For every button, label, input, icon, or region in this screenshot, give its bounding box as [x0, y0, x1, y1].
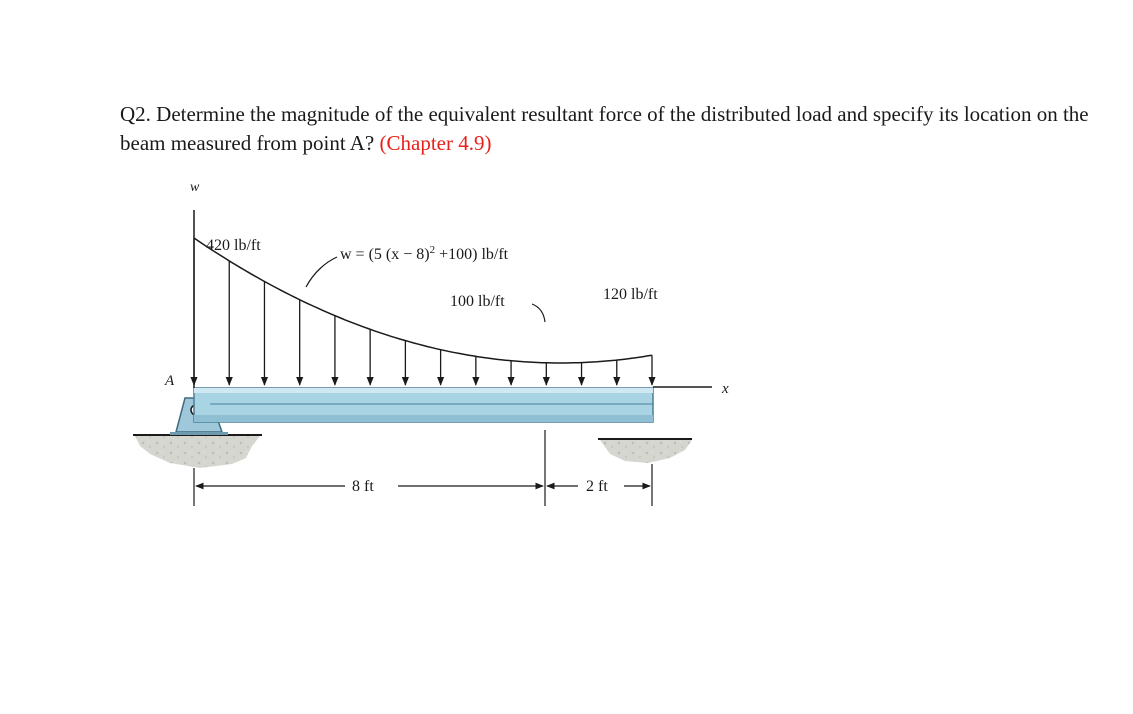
load-left-label: 420 lb/ft	[206, 237, 261, 254]
w-axis-label: w	[190, 180, 200, 195]
chapter-reference: (Chapter 4.9)	[379, 131, 492, 155]
load-min-label: 100 lb/ft	[450, 293, 505, 310]
load-right-label: 120 lb/ft	[603, 286, 658, 303]
point-a-label: A	[165, 373, 175, 389]
min-leader	[532, 304, 545, 322]
load-equation: w = (5 $(x - 8)^2 +100$) lb/ft	[340, 244, 509, 263]
dim-2ft-label: 2 ft	[586, 478, 608, 495]
x-axis-label: x	[722, 381, 729, 397]
ground-left	[135, 436, 260, 468]
question-body: Q2. Determine the magnitude of the equivalent resultant force of the distributed load and specify its location on the beam measured from point A?	[120, 102, 1089, 155]
equation-leader	[306, 257, 337, 287]
dim-8ft-label: 8 ft	[352, 478, 374, 495]
ground-right	[600, 440, 692, 463]
